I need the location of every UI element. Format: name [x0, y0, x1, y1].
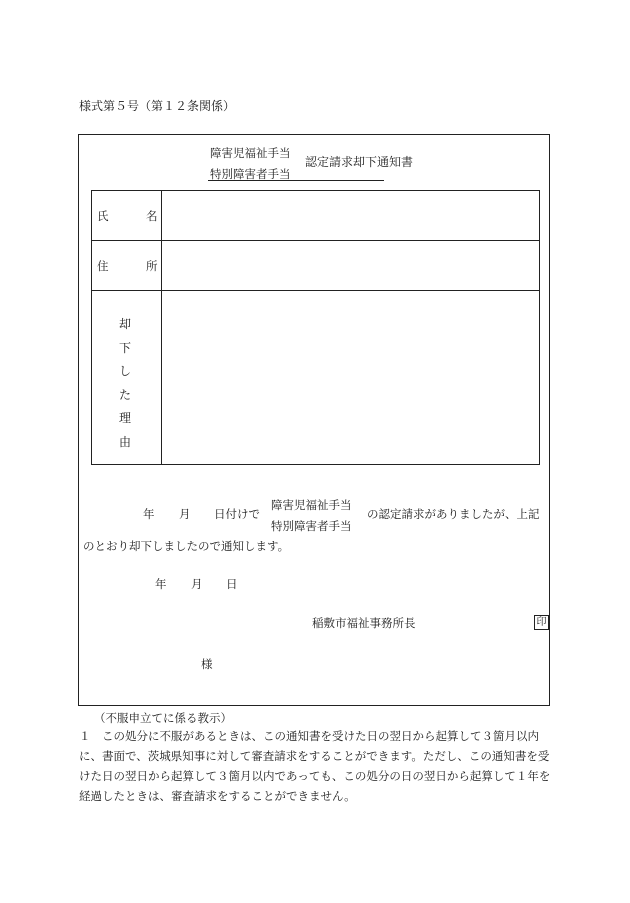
- reason-field[interactable]: [163, 292, 538, 463]
- title-underline: [208, 180, 384, 181]
- title-allowance-1: 障害児福祉手当: [210, 146, 291, 160]
- notice-heading: （不服申立てに係る教示）: [94, 711, 232, 725]
- name-label-1: 氏: [97, 209, 109, 223]
- date-month: 月: [191, 577, 203, 591]
- date-year: 年: [155, 577, 167, 591]
- body-text-1: の認定請求がありましたが、上記: [367, 507, 540, 521]
- notice-text: [79, 726, 551, 806]
- reason-label: [118, 313, 132, 454]
- reason-char: 由: [118, 434, 131, 449]
- name-label-2: 名: [146, 209, 158, 223]
- table-divider: [91, 290, 540, 291]
- reason-char: し: [118, 364, 131, 378]
- reason-char: た: [118, 387, 131, 402]
- body-month: 月: [179, 507, 191, 521]
- notice-paragraph: １ この処分に不服があるときは、この通知書を受けた日の翌日から起算して３箇月以内に、書面で、茨城県知事に対して審査請求をすることができます。ただし、この通知書を受けた日の翌日から起算して３箇月以内であっても、この処分の日の翌日から起算して１年を経過したときは、審査請求をすることができません。: [79, 729, 551, 803]
- reason-char: 却: [118, 317, 131, 331]
- seal-mark: 印: [534, 615, 549, 630]
- date-day: 日: [226, 577, 238, 591]
- reason-char: 理: [118, 411, 131, 425]
- body-date-suffix: 日付けで: [214, 507, 260, 521]
- address-field[interactable]: [163, 242, 538, 289]
- reason-char: 下: [118, 340, 131, 355]
- body-allowance-2: 特別障害者手当: [271, 519, 352, 533]
- form-label: 様式第５号（第１２条関係）: [79, 99, 236, 113]
- body-year: 年: [143, 507, 155, 521]
- address-label-1: 住: [97, 259, 109, 273]
- addressee-suffix: 様: [201, 657, 213, 671]
- title-allowance-2: 特別障害者手当: [210, 167, 291, 181]
- table-column-divider: [161, 190, 162, 465]
- address-label-2: 所: [146, 259, 158, 273]
- body-text-2: のとおり却下しましたので通知します。: [83, 539, 290, 553]
- table-divider: [91, 240, 540, 241]
- body-allowance-1: 障害児福祉手当: [271, 498, 352, 512]
- name-field[interactable]: [163, 192, 538, 239]
- issuer-name: 稲敷市福祉事務所長: [312, 616, 416, 630]
- document-title: 認定請求却下通知書: [305, 155, 414, 169]
